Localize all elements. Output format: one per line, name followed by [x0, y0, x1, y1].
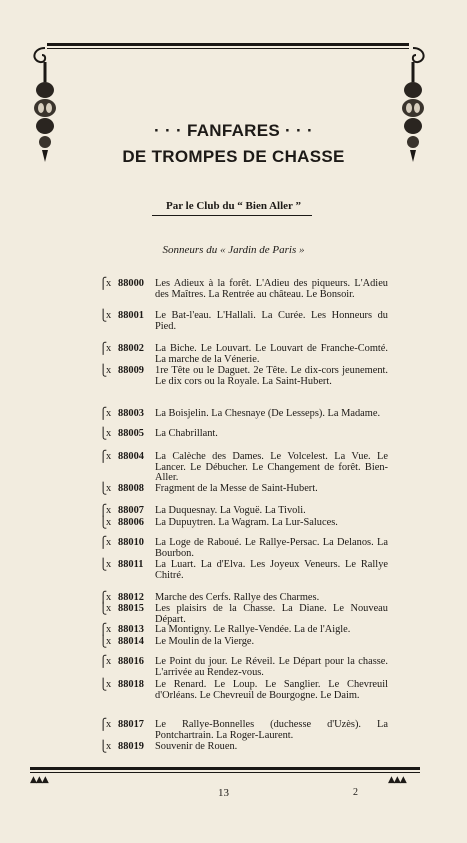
x-mark: x: [106, 428, 112, 439]
x-mark: x: [106, 741, 112, 752]
catalog-number: 88001: [118, 310, 144, 321]
x-mark: x: [106, 679, 112, 690]
x-mark: x: [106, 517, 112, 528]
page-title: · · · FANFARES · · ·: [154, 121, 313, 140]
entry-title: Le Moulin de la Vierge.: [155, 636, 255, 647]
entry-title: La Boisjelin. La Chesnaye (De Lesseps). La Madame.: [155, 408, 381, 419]
top-rule: [47, 43, 409, 46]
entry-title: La Dupuytren. La Wagram. La Lur-Saluces.: [155, 517, 338, 528]
x-mark: x: [106, 592, 112, 603]
catalog-number: 88003: [118, 408, 144, 419]
catalog-number: 88002: [118, 343, 144, 354]
brace-mark: ⎩: [99, 679, 108, 691]
brace-mark: ⎧: [99, 656, 108, 668]
triangle-ornament-icon: ▲▲▲: [388, 775, 406, 785]
brace-mark: ⎧: [99, 278, 108, 290]
entry-title: Les plaisirs de la Chasse. La Diane. Le Nouveau Départ.: [155, 603, 388, 625]
x-mark: x: [106, 310, 112, 321]
x-mark: x: [106, 343, 112, 354]
page-number-right: 2: [353, 787, 358, 798]
brace-mark: ⎩: [99, 428, 108, 440]
catalog-number: 88017: [118, 719, 144, 730]
catalog-number: 88006: [118, 517, 144, 528]
bottom-rule-thin: [30, 772, 420, 773]
x-mark: x: [106, 505, 112, 516]
brace-mark: ⎧: [99, 592, 108, 604]
catalog-number: 88015: [118, 603, 144, 614]
x-mark: x: [106, 451, 112, 462]
catalog-number: 88005: [118, 428, 144, 439]
x-mark: x: [106, 483, 112, 494]
sonneurs-heading: Sonneurs du « Jardin de Paris »: [162, 244, 305, 256]
catalog-number: 88008: [118, 483, 144, 494]
x-mark: x: [106, 537, 112, 548]
entry-title: La Montigny. Le Rallye-Vendée. La de l'Aigle.: [155, 624, 351, 635]
x-mark: x: [106, 603, 112, 614]
entry-title: Marche des Cerfs. Rallye des Charmes.: [155, 592, 320, 603]
entry-title: 1re Tête ou le Daguet. 2e Tête. Le dix-cors jeunement. Le dix cors ou la Royale. La Saint-Hubert.: [155, 365, 388, 387]
entry-title: La Duquesnay. La Voguë. La Tivoli.: [155, 505, 306, 516]
entry-title: La Chabrillant.: [155, 428, 218, 439]
triangle-ornament-icon: ▲▲▲: [30, 775, 48, 785]
catalog-number: 88000: [118, 278, 144, 289]
brace-mark: ⎩: [99, 559, 108, 571]
page-number: 13: [218, 787, 229, 799]
top-rule-thin: [47, 48, 409, 49]
brace-mark: ⎧: [99, 537, 108, 549]
x-mark: x: [106, 278, 112, 289]
entry-title: Le Bat-l'eau. L'Hallali. La Curée. Les Honneurs du Pied.: [155, 310, 388, 332]
entry-title: Les Adieux à la forêt. L'Adieu des piqueurs. L'Adieu des Maîtres. La Rentrée au château. Le Bonsoir.: [155, 278, 388, 300]
catalog-number: 88004: [118, 451, 144, 462]
bottom-rule: [30, 767, 420, 770]
brace-mark: ⎩: [99, 365, 108, 377]
entry-title: La Biche. Le Louvart. Le Louvart de Franche-Comté. La marche de la Vénerie.: [155, 343, 388, 365]
brace-mark: ⎧: [99, 408, 108, 420]
entry-title: La Luart. La d'Elva. Les Joyeux Veneurs. Le Rallye Chitré.: [155, 559, 388, 581]
x-mark: x: [106, 624, 112, 635]
brace-mark: ⎧: [99, 624, 108, 636]
catalog-number: 88009: [118, 365, 144, 376]
page-subtitle: DE TROMPES DE CHASSE: [122, 147, 345, 166]
entry-title: La Calèche des Dames. Le Volcelest. La Vue. Le Lancer. Le Débucher. Le Changement de forêt. Bien-Aller.: [155, 451, 388, 484]
entry-title: La Loge de Raboué. Le Rallye-Persac. La Delanos. La Bourbon.: [155, 537, 388, 559]
entry-title: Le Point du jour. Le Réveil. Le Départ pour la chasse. L'arrivée au Rendez-vous.: [155, 656, 388, 678]
brace-mark: ⎩: [99, 603, 108, 615]
x-mark: x: [106, 719, 112, 730]
catalog-number: 88018: [118, 679, 144, 690]
brace-mark: ⎩: [99, 636, 108, 648]
entry-title: Souvenir de Rouen.: [155, 741, 238, 752]
brace-mark: ⎧: [99, 451, 108, 463]
catalog-number: 88016: [118, 656, 144, 667]
catalog-number: 88010: [118, 537, 144, 548]
brace-mark: ⎧: [99, 719, 108, 731]
brace-mark: ⎧: [99, 505, 108, 517]
club-heading: Par le Club du “ Bien Aller ”: [166, 200, 301, 212]
entry-title: Le Rallye-Bonnelles (duchesse d'Uzès). La Pontchartrain. La Roger-Laurent.: [155, 719, 388, 741]
entry-title: Le Renard. Le Loup. Le Sanglier. Le Chevreuil d'Orléans. Le Chevreuil de Bourgogne. Le Daim.: [155, 679, 388, 701]
catalog-number: 88012: [118, 592, 144, 603]
x-mark: x: [106, 408, 112, 419]
brace-mark: ⎩: [99, 741, 108, 753]
catalog-number: 88019: [118, 741, 144, 752]
brace-mark: ⎩: [99, 483, 108, 495]
catalog-number: 88014: [118, 636, 144, 647]
entry-title: Fragment de la Messe de Saint-Hubert.: [155, 483, 318, 494]
brace-mark: ⎩: [99, 310, 108, 322]
brace-mark: ⎩: [99, 517, 108, 529]
club-underline: [152, 215, 312, 216]
catalog-number: 88013: [118, 624, 144, 635]
catalog-number: 88007: [118, 505, 144, 516]
x-mark: x: [106, 656, 112, 667]
x-mark: x: [106, 559, 112, 570]
brace-mark: ⎧: [99, 343, 108, 355]
catalog-number: 88011: [118, 559, 144, 570]
x-mark: x: [106, 636, 112, 647]
x-mark: x: [106, 365, 112, 376]
